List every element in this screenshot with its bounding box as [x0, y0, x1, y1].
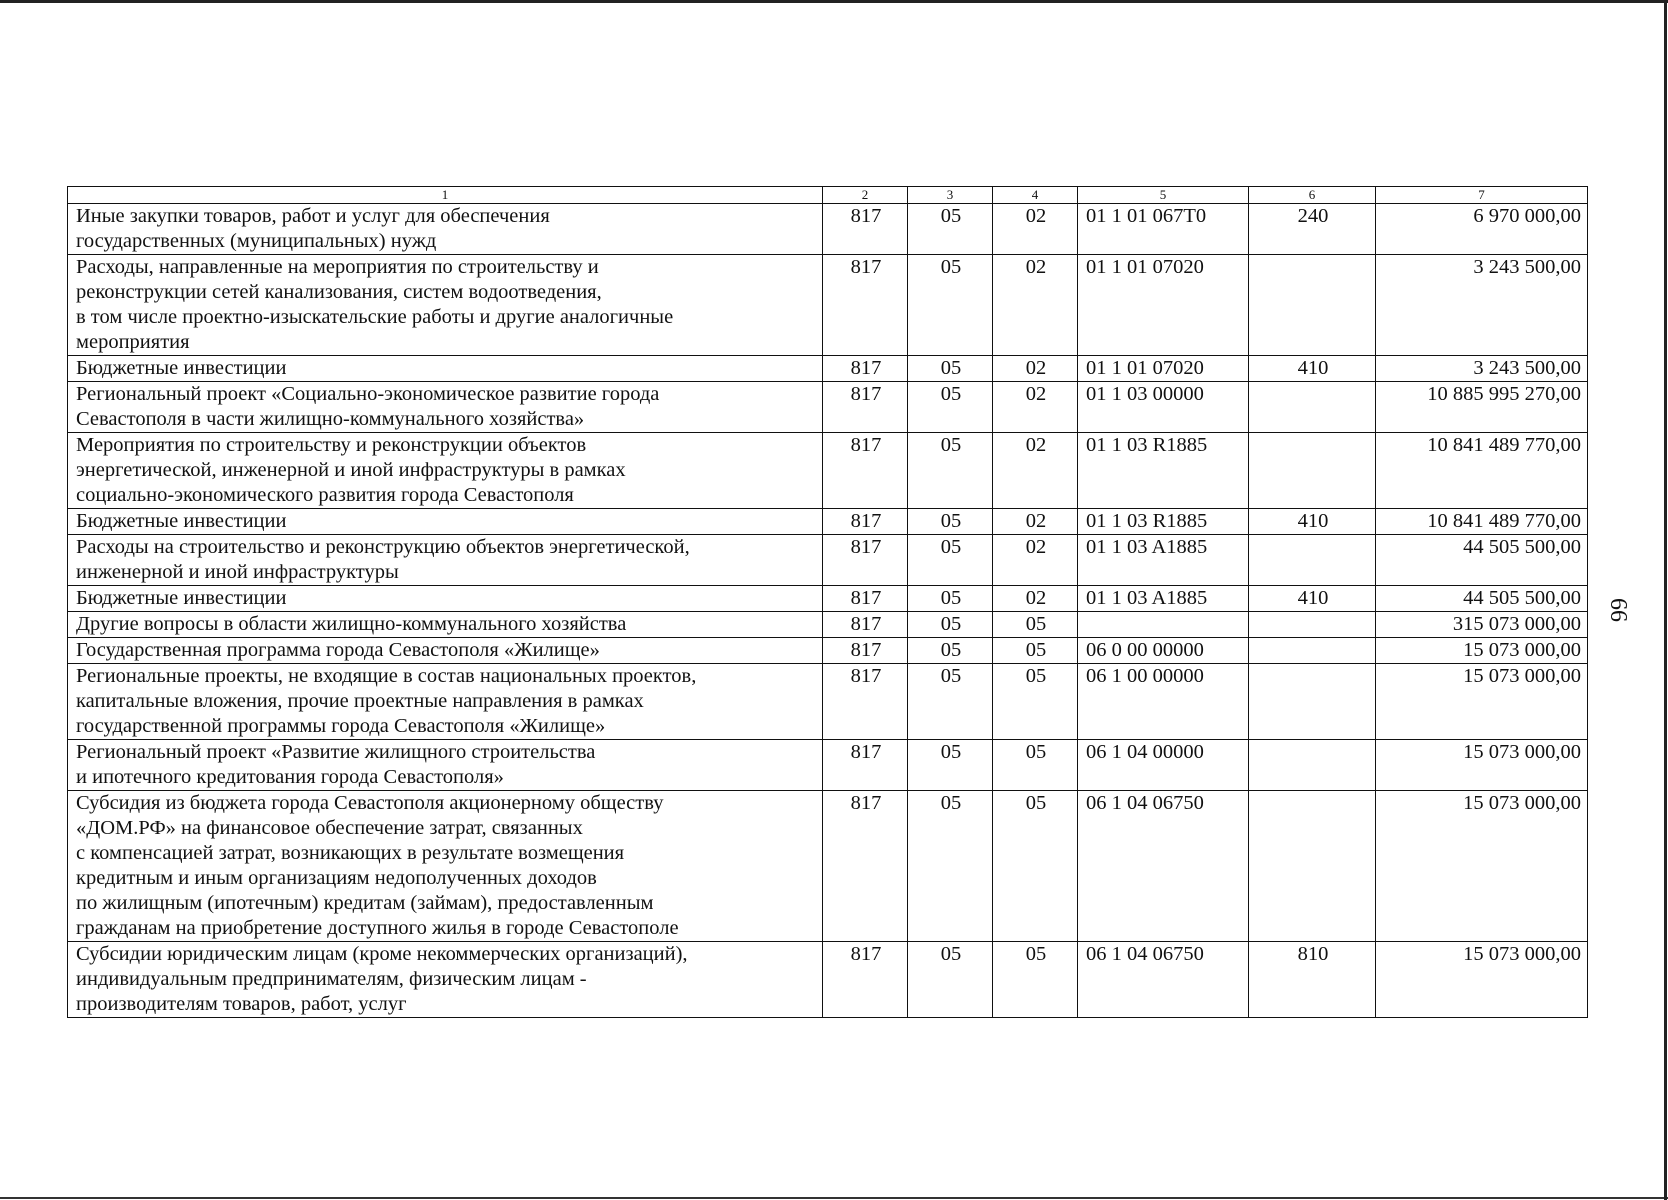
expense-name-cell	[68, 664, 823, 740]
expense-type-cell: 410	[1249, 586, 1376, 612]
expense-name-cell	[68, 612, 823, 638]
subsection-code-cell: 05	[993, 791, 1078, 942]
section-code-cell: 05	[908, 791, 993, 942]
column-number-5: 5	[1078, 187, 1249, 204]
amount-cell: 315 073 000,00	[1376, 612, 1588, 638]
amount-cell: 10 841 489 770,00	[1376, 509, 1588, 535]
expense-name-cell	[68, 433, 823, 509]
target-article-cell: 01 1 03 00000	[1078, 382, 1249, 433]
target-article-cell: 01 1 01 07020	[1078, 255, 1249, 356]
expense-name-cell	[68, 509, 823, 535]
expense-name-line: капитальные вложения, прочие проектные направления в рамках	[76, 690, 644, 712]
amount-cell: 44 505 500,00	[1376, 586, 1588, 612]
grbs-code-cell: 817	[823, 791, 908, 942]
expense-name-line: мероприятия	[76, 331, 190, 353]
section-code-cell: 05	[908, 382, 993, 433]
expense-name-line: в том числе проектно-изыскательские работы и другие аналогичные	[76, 306, 674, 328]
subsection-code-cell: 05	[993, 664, 1078, 740]
grbs-code-cell: 817	[823, 255, 908, 356]
expense-type-cell	[1249, 612, 1376, 638]
column-number-3: 3	[908, 187, 993, 204]
table-row	[68, 382, 1588, 433]
table-row	[68, 255, 1588, 356]
section-code-cell: 05	[908, 356, 993, 382]
expense-name-line: Расходы на строительство и реконструкцию объектов энергетической,	[76, 536, 690, 558]
grbs-code-cell: 817	[823, 433, 908, 509]
expense-type-cell: 410	[1249, 509, 1376, 535]
amount-cell: 3 243 500,00	[1376, 356, 1588, 382]
target-article-cell: 01 1 03 R1885	[1078, 509, 1249, 535]
amount-cell: 15 073 000,00	[1376, 664, 1588, 740]
target-article-cell: 01 1 03 A1885	[1078, 535, 1249, 586]
expense-name-line: Государственная программа города Севастополя «Жилище»	[76, 639, 600, 661]
section-code-cell: 05	[908, 255, 993, 356]
expense-name-cell	[68, 791, 823, 942]
section-code-cell: 05	[908, 612, 993, 638]
expense-type-cell	[1249, 638, 1376, 664]
subsection-code-cell: 02	[993, 255, 1078, 356]
expense-type-cell: 240	[1249, 204, 1376, 255]
target-article-cell: 06 0 00 00000	[1078, 638, 1249, 664]
column-number-4: 4	[993, 187, 1078, 204]
section-code-cell: 05	[908, 433, 993, 509]
expense-name-line: государственной программы города Севастополя «Жилище»	[76, 715, 606, 737]
expense-name-cell	[68, 382, 823, 433]
table-body	[68, 187, 1588, 1018]
expense-name-cell	[68, 535, 823, 586]
expense-name-line: Субсидии юридическим лицам (кроме некоммерческих организаций),	[76, 943, 688, 965]
table-row	[68, 535, 1588, 586]
grbs-code-cell: 817	[823, 612, 908, 638]
table-row	[68, 586, 1588, 612]
subsection-code-cell: 02	[993, 204, 1078, 255]
table-row	[68, 612, 1588, 638]
grbs-code-cell: 817	[823, 509, 908, 535]
expense-name-line: производителям товаров, работ, услуг	[76, 993, 407, 1015]
amount-cell: 15 073 000,00	[1376, 740, 1588, 791]
column-number-6: 6	[1249, 187, 1376, 204]
table-row	[68, 740, 1588, 791]
expense-name-cell	[68, 356, 823, 382]
expense-name-line: Региональный проект «Социально-экономическое развитие города	[76, 383, 660, 405]
grbs-code-cell: 817	[823, 638, 908, 664]
section-code-cell: 05	[908, 664, 993, 740]
page-number: 66	[1605, 598, 1631, 622]
expense-name-line: Другие вопросы в области жилищно-коммунального хозяйства	[76, 613, 627, 635]
column-number-1: 1	[68, 187, 823, 204]
amount-cell: 15 073 000,00	[1376, 638, 1588, 664]
expense-name-line: Расходы, направленные на мероприятия по строительству и	[76, 256, 599, 278]
target-article-cell: 06 1 00 00000	[1078, 664, 1249, 740]
expense-name-line: гражданам на приобретение доступного жилья в городе Севастополе	[76, 917, 679, 939]
expense-name-line: с компенсацией затрат, возникающих в результате возмещения	[76, 842, 625, 864]
expense-name-cell	[68, 740, 823, 791]
column-number-row	[68, 187, 1588, 204]
table-row	[68, 942, 1588, 1018]
target-article-cell: 06 1 04 06750	[1078, 942, 1249, 1018]
expense-type-cell	[1249, 382, 1376, 433]
table-row	[68, 356, 1588, 382]
subsection-code-cell: 02	[993, 586, 1078, 612]
grbs-code-cell: 817	[823, 356, 908, 382]
subsection-code-cell: 02	[993, 382, 1078, 433]
amount-cell: 3 243 500,00	[1376, 255, 1588, 356]
target-article-cell: 01 1 01 067Т0	[1078, 204, 1249, 255]
target-article-cell: 06 1 04 00000	[1078, 740, 1249, 791]
expense-type-cell	[1249, 664, 1376, 740]
grbs-code-cell: 817	[823, 942, 908, 1018]
scan-top-border	[0, 0, 1668, 3]
amount-cell: 15 073 000,00	[1376, 791, 1588, 942]
column-number-7: 7	[1376, 187, 1588, 204]
scan-bottom-border	[0, 1197, 1668, 1199]
grbs-code-cell: 817	[823, 664, 908, 740]
expense-name-line: Севастополя в части жилищно-коммунального хозяйства»	[76, 408, 585, 430]
expense-type-cell	[1249, 255, 1376, 356]
expense-name-cell	[68, 942, 823, 1018]
subsection-code-cell: 05	[993, 942, 1078, 1018]
subsection-code-cell: 02	[993, 509, 1078, 535]
grbs-code-cell: 817	[823, 204, 908, 255]
expense-name-line: Бюджетные инвестиции	[76, 587, 287, 609]
expense-type-cell	[1249, 535, 1376, 586]
amount-cell: 15 073 000,00	[1376, 942, 1588, 1018]
expense-name-line: Субсидия из бюджета города Севастополя акционерному обществу	[76, 792, 664, 814]
amount-cell: 44 505 500,00	[1376, 535, 1588, 586]
section-code-cell: 05	[908, 942, 993, 1018]
grbs-code-cell: 817	[823, 535, 908, 586]
expense-name-line: индивидуальным предпринимателям, физическим лицам -	[76, 968, 587, 990]
table-row	[68, 509, 1588, 535]
subsection-code-cell: 05	[993, 638, 1078, 664]
table-row	[68, 664, 1588, 740]
expense-name-line: Региональный проект «Развитие жилищного строительства	[76, 741, 596, 763]
section-code-cell: 05	[908, 535, 993, 586]
target-article-cell: 06 1 04 06750	[1078, 791, 1249, 942]
expense-name-cell	[68, 638, 823, 664]
expense-name-line: и ипотечного кредитования города Севастополя»	[76, 766, 504, 788]
target-article-cell: 01 1 01 07020	[1078, 356, 1249, 382]
target-article-cell: 01 1 03 R1885	[1078, 433, 1249, 509]
expense-type-cell: 410	[1249, 356, 1376, 382]
expense-type-cell	[1249, 433, 1376, 509]
target-article-cell: 01 1 03 A1885	[1078, 586, 1249, 612]
expense-name-line: инженерной и иной инфраструктуры	[76, 561, 399, 583]
table-row	[68, 791, 1588, 942]
subsection-code-cell: 02	[993, 356, 1078, 382]
subsection-code-cell: 05	[993, 612, 1078, 638]
scan-right-border	[1664, 0, 1667, 1200]
section-code-cell: 05	[908, 509, 993, 535]
table-row	[68, 433, 1588, 509]
grbs-code-cell: 817	[823, 740, 908, 791]
subsection-code-cell: 05	[993, 740, 1078, 791]
table-row	[68, 638, 1588, 664]
expense-name-line: государственных (муниципальных) нужд	[76, 230, 437, 252]
expense-name-line: кредитным и иным организациям недополученных доходов	[76, 867, 597, 889]
subsection-code-cell: 02	[993, 433, 1078, 509]
expense-type-cell	[1249, 791, 1376, 942]
column-number-2: 2	[823, 187, 908, 204]
expense-type-cell: 810	[1249, 942, 1376, 1018]
expense-name-line: энергетической, инженерной и иной инфраструктуры в рамках	[76, 459, 626, 481]
subsection-code-cell: 02	[993, 535, 1078, 586]
amount-cell: 10 885 995 270,00	[1376, 382, 1588, 433]
expense-name-line: Региональные проекты, не входящие в состав национальных проектов,	[76, 665, 697, 687]
section-code-cell: 05	[908, 740, 993, 791]
grbs-code-cell: 817	[823, 586, 908, 612]
expense-name-line: реконструкции сетей канализования, систем водоотведения,	[76, 281, 602, 303]
expense-name-cell	[68, 255, 823, 356]
expense-name-line: Бюджетные инвестиции	[76, 510, 287, 532]
expense-name-line: Иные закупки товаров, работ и услуг для обеспечения	[76, 205, 550, 227]
table-row	[68, 204, 1588, 255]
section-code-cell: 05	[908, 586, 993, 612]
expense-type-cell	[1249, 740, 1376, 791]
expense-name-cell	[68, 204, 823, 255]
expense-name-line: по жилищным (ипотечным) кредитам (займам), предоставленным	[76, 892, 654, 914]
amount-cell: 6 970 000,00	[1376, 204, 1588, 255]
expense-name-cell	[68, 586, 823, 612]
section-code-cell: 05	[908, 638, 993, 664]
expense-name-line: социально-экономического развития города Севастополя	[76, 484, 574, 506]
budget-table	[67, 186, 1588, 1018]
expense-name-line: «ДОМ.РФ» на финансовое обеспечение затрат, связанных	[76, 817, 583, 839]
expense-name-line: Бюджетные инвестиции	[76, 357, 287, 379]
grbs-code-cell: 817	[823, 382, 908, 433]
amount-cell: 10 841 489 770,00	[1376, 433, 1588, 509]
section-code-cell: 05	[908, 204, 993, 255]
target-article-cell	[1078, 612, 1249, 638]
expense-name-line: Мероприятия по строительству и реконструкции объектов	[76, 434, 587, 456]
